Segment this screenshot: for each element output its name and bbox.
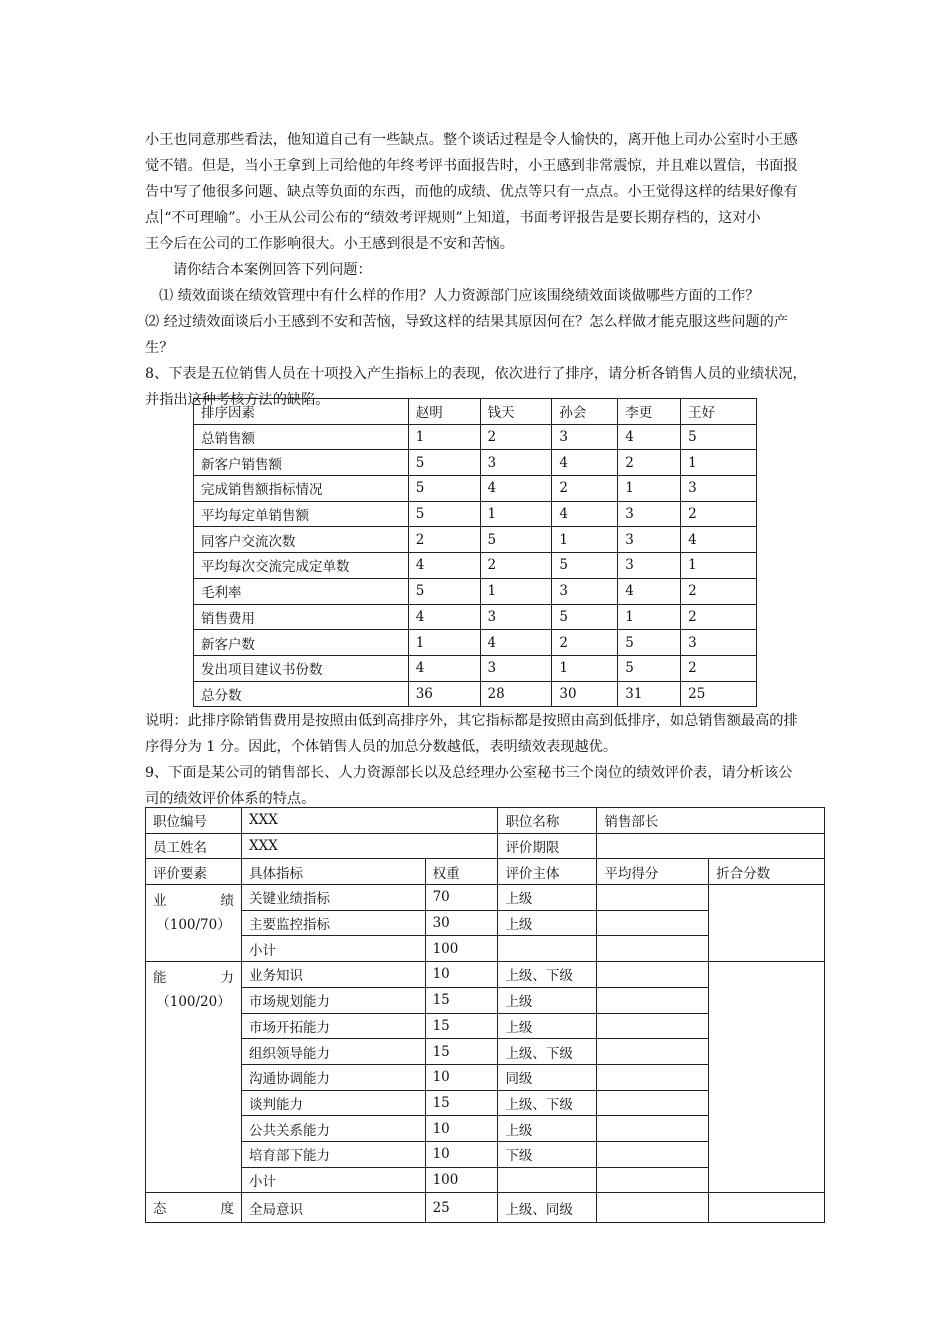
table-row [194,604,757,630]
header-row-job [146,808,825,834]
question-8-line-1: 8、下表是五位销售人员在十项投入产生指标上的表现，依次进行了排序，请分析各销售人员的业绩状况， [145,366,807,382]
evaluator: 上级、下级 [498,1039,597,1065]
rank-value: 1 [408,424,480,450]
evaluator: 上级、下级 [498,962,597,988]
rank-value: 4 [480,630,552,656]
converted-score [709,885,825,962]
indicator-name: 组织领导能力 [241,1039,425,1065]
weight-value: 15 [425,1039,498,1065]
rank-value: 1 [480,578,552,604]
note-line-2: 序得分为 1 分。因此，个体销售人员的加总分数越低，表明绩效表现越优。 [145,739,618,755]
rank-value: 30 [552,681,618,707]
rank-value: 2 [408,527,480,553]
factor-name: 毛利率 [194,578,409,604]
table-row [146,962,825,988]
case-text [145,127,825,413]
rank-value: 4 [408,553,480,579]
note-line-1: 说明：此排序除销售费用是按照由低到高排序外，其它指标都是按照由高到低排序，如总销售额最高的排 [145,713,798,729]
average-score [597,1116,709,1142]
indicator-name: 培育部下能力 [241,1141,425,1167]
rank-value: 1 [408,630,480,656]
weight-value: 25 [425,1193,498,1223]
case-line-2: 觉不错。但是，当小王拿到上司给他的年终考评书面报告时，小王感到非常震惊，并且难以置信，书面报 [145,158,798,174]
weight-value: 100 [425,1167,498,1193]
rank-value: 1 [618,604,681,630]
col-header: 平均得分 [597,859,709,885]
table-row [194,501,757,527]
factor-name: 销售费用 [194,604,409,630]
col-header: 评价主体 [498,859,597,885]
rank-value: 4 [480,476,552,502]
rank-value: 2 [681,655,757,681]
weight-value: 100 [425,936,498,962]
rank-value: 3 [480,655,552,681]
rank-value: 1 [618,476,681,502]
sales-ranking-table [193,398,757,707]
weight-value: 10 [425,1141,498,1167]
evaluator: 上级 [498,885,597,911]
evaluator: 上级 [498,910,597,936]
average-score [597,885,709,911]
rank-value: 1 [480,501,552,527]
evaluator [498,1167,597,1193]
rank-value: 4 [552,450,618,476]
rank-value: 2 [552,476,618,502]
average-score [597,1193,709,1223]
rank-value: 5 [480,527,552,553]
weight-value: 10 [425,962,498,988]
rank-value: 3 [618,553,681,579]
period-label: 评价期限 [498,833,597,859]
weight-value: 30 [425,910,498,936]
evaluator: 上级、下级 [498,1090,597,1116]
factor-name: 完成销售额指标情况 [194,476,409,502]
question-prompt: 请你结合本案例回答下列问题： [173,262,372,278]
table-row [194,681,757,707]
rank-value: 2 [681,578,757,604]
evaluator [498,936,597,962]
rank-value: 5 [408,476,480,502]
text-cursor [161,209,162,224]
rank-value: 1 [552,527,618,553]
rank-value: 28 [480,681,552,707]
rank-value: 1 [681,553,757,579]
case-line-1: 小王也同意那些看法，他知道自己有一些缺点。整个谈话过程是令人愉快的，离开他上司办公室时小王感 [145,132,798,148]
col-header: 具体指标 [241,859,425,885]
evaluator: 上级 [498,1116,597,1142]
job-no-label: 职位编号 [146,808,242,834]
converted-score [709,1193,825,1223]
factor-header: 排序因素 [194,399,409,425]
rank-value: 2 [552,630,618,656]
rank-value: 3 [681,476,757,502]
average-score [597,1141,709,1167]
rank-value: 4 [408,655,480,681]
rank-value: 3 [552,578,618,604]
weight-value: 15 [425,1090,498,1116]
factor-name: 总销售额 [194,424,409,450]
ability-category [146,962,242,1193]
rank-value: 4 [408,604,480,630]
rank-value: 4 [681,527,757,553]
indicator-name: 公共关系能力 [241,1116,425,1142]
employee-value: XXX [241,833,497,859]
salesperson-header: 李更 [618,399,681,425]
rank-value: 2 [681,501,757,527]
rank-value: 5 [552,604,618,630]
rank-value: 3 [681,630,757,656]
ranking-note [145,708,825,812]
table-row [194,553,757,579]
job-name-label: 职位名称 [498,808,597,834]
factor-name: 新客户销售额 [194,450,409,476]
question-9-line-1: 9、下面是某公司的销售部长、人力资源部长以及总经理办公室秘书三个岗位的绩效评价表，请分析该公 [145,765,793,781]
rank-value: 3 [552,424,618,450]
average-score [597,1064,709,1090]
evaluator: 上级 [498,987,597,1013]
question-1: ⑴ 绩效面谈在绩效管理中有什么样的作用？人力资源部门应该围绕绩效面谈做哪些方面的工作？ [159,288,760,304]
average-score [597,1039,709,1065]
header-row-employee [146,833,825,859]
indicator-name: 沟通协调能力 [241,1064,425,1090]
rank-value: 5 [618,655,681,681]
table-row [194,630,757,656]
rank-value: 5 [408,501,480,527]
evaluator: 下级 [498,1141,597,1167]
factor-name: 新客户数 [194,630,409,656]
question-2-line-1: ⑵ 经过绩效面谈后小王感到不安和苦恼，导致这样的结果其原因何在？怎么样做才能克服这些问题的产 [145,314,788,330]
job-no-value: XXX [241,808,497,834]
salesperson-header: 孙会 [552,399,618,425]
col-header: 折合分数 [709,859,825,885]
evaluator: 上级 [498,1013,597,1039]
question-8-line-2: 并指出这种考核方法的缺陷。 [145,392,330,408]
indicator-name: 小计 [241,1167,425,1193]
category-label: 业绩 [153,893,234,910]
rank-value: 5 [408,578,480,604]
converted-score [709,962,825,1193]
case-line-4 [145,205,825,231]
indicator-name: 关键业绩指标 [241,885,425,911]
indicator-name: 小计 [241,936,425,962]
weight-value: 70 [425,885,498,911]
category-label: 态度 [153,1201,234,1218]
evaluator: 上级、同级 [498,1193,597,1223]
average-score [597,1013,709,1039]
case-line-4-rest: “不可理喻”。小王从公司公布的“绩效考评规则”上知道，书面考评报告是要长期存档的，这对小 [164,210,761,226]
factor-name: 总分数 [194,681,409,707]
rank-value: 1 [681,450,757,476]
average-score [597,910,709,936]
question-9-line-2: 司的绩效评价体系的特点。 [145,791,316,807]
weight-value: 10 [425,1116,498,1142]
rank-value: 3 [618,501,681,527]
rank-value: 4 [618,424,681,450]
factor-name: 发出项目建议书份数 [194,655,409,681]
average-score [597,962,709,988]
indicator-name: 谈判能力 [241,1090,425,1116]
rank-value: 2 [480,553,552,579]
rank-value: 2 [681,604,757,630]
indicator-name: 全局意识 [241,1193,425,1223]
average-score [597,1167,709,1193]
average-score [597,936,709,962]
table-row [194,424,757,450]
evaluator: 同级 [498,1064,597,1090]
ranking-header-row [194,399,757,425]
indicator-name: 业务知识 [241,962,425,988]
rank-value: 36 [408,681,480,707]
question-2-line-2: 生？ [145,340,174,356]
indicator-name: 市场开拓能力 [241,1013,425,1039]
perf-category [146,885,242,962]
table-row [194,476,757,502]
rank-value: 3 [480,604,552,630]
weight-value: 10 [425,1064,498,1090]
rank-value: 4 [618,578,681,604]
category-label: 能力 [153,970,234,987]
rank-value: 2 [618,450,681,476]
category-weight-note: （100/20） [156,994,231,1011]
factor-name: 同客户交流次数 [194,527,409,553]
indicator-name: 主要监控指标 [241,910,425,936]
rank-value: 5 [618,630,681,656]
rank-value: 5 [681,424,757,450]
attitude-category [146,1193,242,1223]
table-row [146,1193,825,1223]
salesperson-header: 钱天 [480,399,552,425]
period-value [597,833,825,859]
table-row [194,450,757,476]
rank-value: 5 [552,553,618,579]
rank-value: 1 [552,655,618,681]
case-line-5: 王今后在公司的工作影响很大。小王感到很是不安和苦恼。 [145,236,514,252]
table-row [194,527,757,553]
salesperson-header: 赵明 [408,399,480,425]
indicator-name: 市场规划能力 [241,987,425,1013]
column-header-row [146,859,825,885]
category-weight-note: （100/70） [156,917,231,934]
rank-value: 4 [552,501,618,527]
col-header: 评价要素 [146,859,242,885]
rank-value: 5 [408,450,480,476]
case-line-3: 告中写了他很多问题、缺点等负面的东西，而他的成绩、优点等只有一点点。小王觉得这样的结果好像有 [145,184,798,200]
employee-label: 员工姓名 [146,833,242,859]
salesperson-header: 王好 [681,399,757,425]
table-row [194,578,757,604]
average-score [597,1090,709,1116]
rank-value: 25 [681,681,757,707]
case-line-4-prefix: 点 [145,210,160,226]
rank-value: 31 [618,681,681,707]
table-row [194,655,757,681]
rank-value: 3 [480,450,552,476]
weight-value: 15 [425,987,498,1013]
job-name-value: 销售部长 [597,808,825,834]
evaluation-table [145,807,825,1223]
rank-value: 2 [480,424,552,450]
factor-name: 平均每定单销售额 [194,501,409,527]
average-score [597,987,709,1013]
factor-name: 平均每次交流完成定单数 [194,553,409,579]
rank-value: 3 [618,527,681,553]
col-header: 权重 [425,859,498,885]
table-row [146,885,825,911]
weight-value: 15 [425,1013,498,1039]
